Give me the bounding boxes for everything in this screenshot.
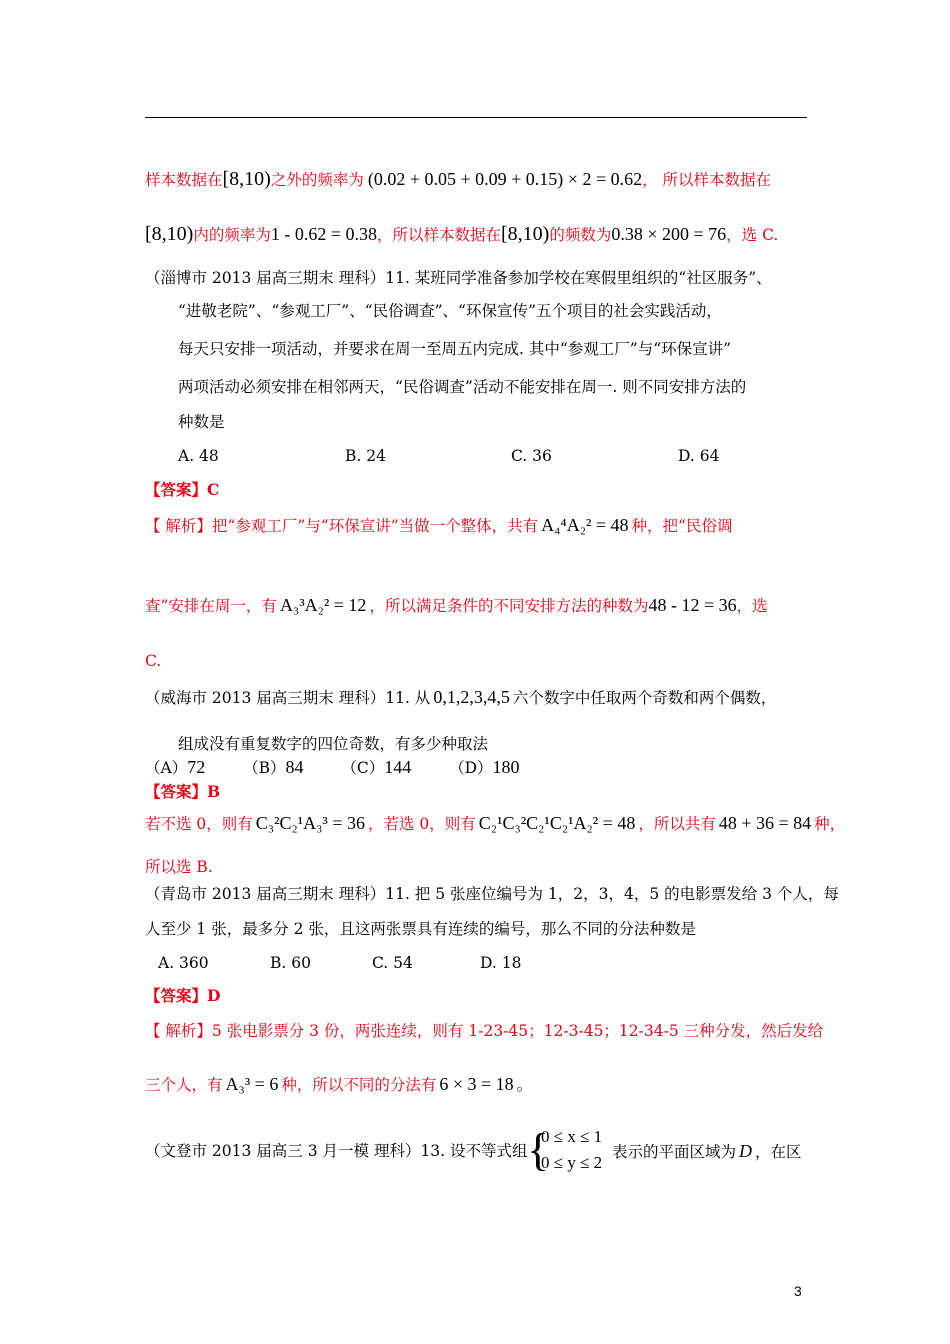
interval: [8,10) (501, 223, 550, 245)
left-brace: { (527, 1124, 550, 1175)
option-c-value: 144 (384, 757, 412, 777)
inequality-row-1: 0 ≤ x ≤ 1 (541, 1127, 603, 1146)
formula: C₂¹C₃²C₂¹C₂¹A₂² = 48 (478, 813, 636, 833)
formula: (0.02 + 0.05 + 0.09 + 0.15) × 2 = 0.62 (367, 169, 643, 189)
text: ，所以满足条件的不同安排方法的种数为 (369, 597, 649, 615)
option-b-value: 84 (285, 757, 304, 777)
formula: 1 - 0.62 = 0.38 (270, 224, 377, 244)
text: （威海市 2013 届高三期末 理科）11. 从 (145, 689, 431, 707)
text: ，选 (736, 597, 768, 615)
interval: [8,10) (145, 223, 194, 245)
page-number: 3 (794, 1283, 802, 1299)
formula: 0,1,2,3,4,5 (433, 687, 510, 707)
text: 六个数字中任取两个奇数和两个偶数， (512, 689, 777, 707)
explanation-line-2: 所以选 B. (145, 858, 213, 876)
region-symbol: D (739, 1141, 753, 1161)
text: 查”安排在周一，有 (145, 597, 277, 615)
text: 表示的平面区域为 (612, 1143, 737, 1161)
weihai-options (145, 756, 520, 779)
text: 三个人，有 (145, 1076, 223, 1094)
text: 内的频率为 (193, 226, 271, 244)
formula: 6 × 3 = 18 (439, 1074, 514, 1094)
text: 之外的频率为 (270, 171, 364, 189)
text: 种，把“民俗调 (631, 517, 733, 535)
formula: 48 - 12 = 36 (648, 595, 737, 615)
option-d-value: 180 (492, 757, 520, 777)
text: ，在区 (755, 1143, 802, 1161)
solution-line-1 (145, 168, 771, 191)
text: 样本数据在 (145, 171, 223, 189)
option-b-label: （B） (243, 759, 286, 777)
option-d: D. 64 (678, 447, 720, 465)
explanation-line-1 (145, 812, 845, 835)
option-c-label: （C） (341, 759, 385, 777)
option-d: D. 18 (480, 954, 522, 972)
question-qingdao-line-2: 人至少 1 张，最多分 2 张，且这两张票具有连续的编号，那么不同的分法种数是 (145, 920, 696, 938)
question-wendeng-line-1b (612, 1140, 802, 1163)
explanation-line-1: 【 解析】5 张电影票分 3 份，两张连续，则有 1-23-45；12-3-45；12-34-5 三种分发，然后发给 (145, 1022, 824, 1040)
question-zibo-line-3: 每天只安排一项活动，并要求在周一至周五内完成. 其中“参观工厂”与“环保宣讲” (178, 340, 732, 358)
answer-label: 【答案】B (145, 782, 221, 801)
option-a-value: 72 (187, 757, 206, 777)
option-a: A. 360 (158, 954, 209, 972)
explanation-line-1 (145, 514, 732, 537)
text: 。 (516, 1076, 533, 1094)
option-b: B. 24 (345, 447, 386, 465)
formula: 48 + 36 = 84 (718, 813, 812, 833)
text: ，若选 0，则有 (367, 815, 476, 833)
text: 种，所以不同的分法有 (281, 1076, 437, 1094)
option-c: C. 54 (372, 954, 413, 972)
formula: A₃³ = 6 (225, 1074, 279, 1094)
question-zibo-line-2: “进敬老院”、“参观工厂”、“民俗调查”、“环保宣传”五个项目的社会实践活动， (178, 302, 722, 320)
question-zibo-line-5: 种数是 (178, 413, 225, 431)
answer-label: 【答案】D (145, 986, 221, 1005)
text: 种， (814, 815, 846, 833)
text: ，选 C. (726, 226, 779, 244)
text: 若不选 0，则有 (145, 815, 253, 833)
option-a-label: （A） (145, 759, 188, 777)
text: 【 解析】把“参观工厂”与“环保宣讲”当做一个整体，共有 (145, 517, 539, 535)
text: ，所以共有 (638, 815, 716, 833)
interval: [8,10) (222, 168, 271, 190)
formula: A₃³A₂² = 12 (279, 595, 367, 615)
text: ， 所以样本数据在 (642, 171, 772, 189)
formula: 0.38 × 200 = 76 (611, 224, 727, 244)
solution-line-2 (145, 223, 778, 246)
explanation-line-2 (145, 1073, 532, 1096)
question-qingdao-line-1: （青岛市 2013 届高三期末 理科）11. 把 5 张座位编号为 1，2，3，4，5 的电影票发给 3 个人，每 (145, 885, 839, 903)
question-zibo-line-1: （淄博市 2013 届高三期末 理科）11. 某班同学准备参加学校在寒假里组织的“社区服务”、 (145, 269, 772, 287)
question-weihai-line-1 (145, 686, 776, 709)
option-a: A. 48 (178, 447, 219, 465)
formula: C₃²C₂¹A₃³ = 36 (255, 813, 365, 833)
answer-label: 【答案】C (145, 480, 220, 499)
explanation-line-3: C. (145, 652, 162, 670)
question-weihai-line-2: 组成没有重复数字的四位奇数，有多少种取法 (178, 735, 489, 753)
question-zibo-line-4: 两项活动必须安排在相邻两天，“民俗调查”活动不能安排在周一. 则不同安排方法的 (178, 378, 747, 396)
formula: A₄⁴A₂² = 48 (541, 515, 629, 535)
option-d-label: （D） (449, 759, 493, 777)
option-c: C. 36 (511, 447, 552, 465)
question-wendeng-line-1a: （文登市 2013 届高三 3 月一模 理科）13. 设不等式组 (145, 1142, 528, 1160)
option-b: B. 60 (270, 954, 311, 972)
text: ，所以样本数据在 (377, 226, 502, 244)
text: 的频数为 (549, 226, 612, 244)
explanation-line-2 (145, 594, 768, 617)
inequality-row-2: 0 ≤ y ≤ 2 (541, 1153, 603, 1172)
header-rule (145, 117, 807, 118)
